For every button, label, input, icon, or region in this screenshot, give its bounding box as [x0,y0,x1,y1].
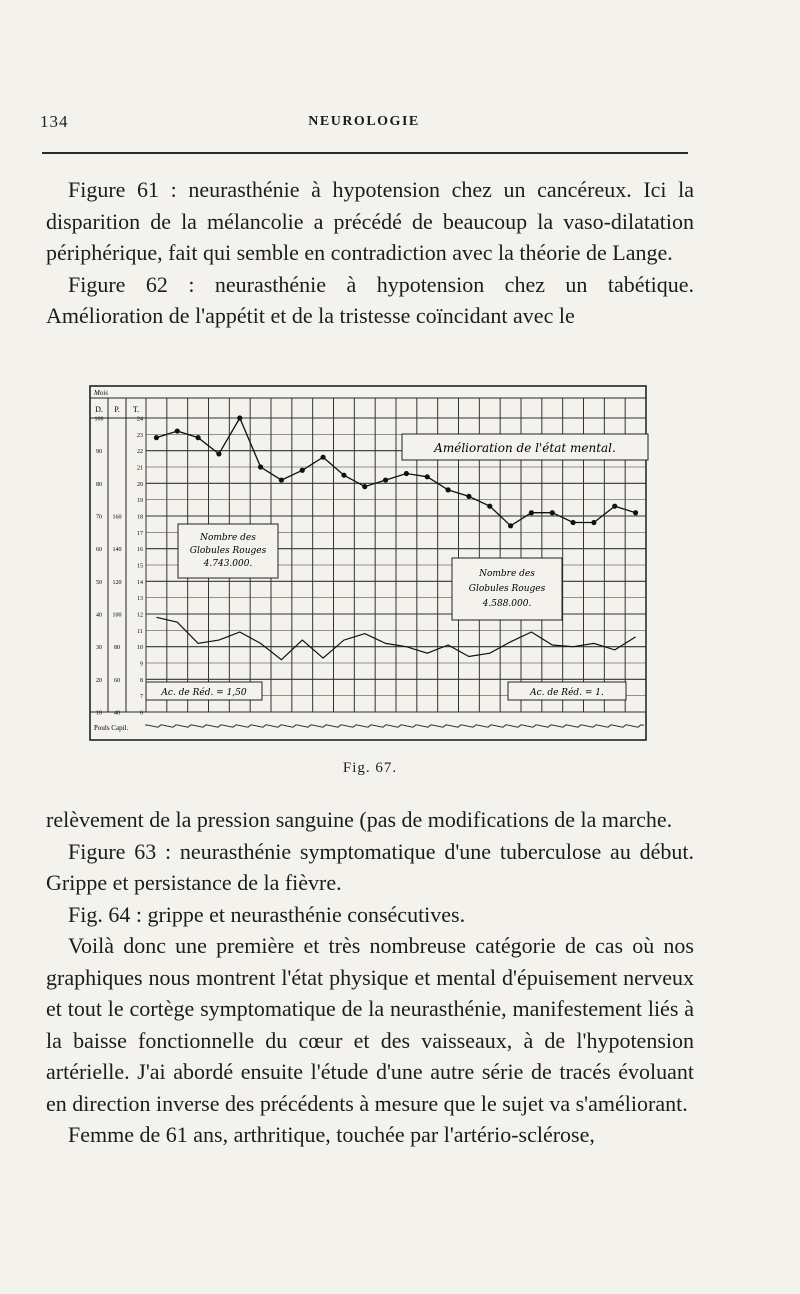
capillary-pulse-trace [146,725,644,727]
paragraph-fig64: Fig. 64 : grippe et neurasthénie consécutives. [68,901,466,927]
data-point [154,435,159,440]
data-point [383,477,388,482]
tick-label-d: 30 [96,645,102,652]
data-point [445,487,450,492]
column-header: D. [95,405,103,414]
tick-label-p: 140 [112,547,122,554]
running-title: NEUROLOGIE [308,114,420,129]
tick-label-p: 100 [112,612,122,619]
tick-label-d: 10 [96,710,102,717]
data-point [279,477,284,482]
tick-label-d: 60 [96,547,102,554]
tick-label-p: 40 [114,710,120,717]
tick-label-p: 80 [114,645,120,652]
annotation-amelioration: Amélioration de l'état mental. [434,441,616,455]
data-point [237,415,242,420]
data-point [195,435,200,440]
tick-label-t: 16 [137,547,143,554]
tick-label-t: 12 [137,612,143,619]
annotation-globules-right-line: Nombre des [479,569,535,579]
tick-label-t: 14 [137,579,143,586]
tick-label-t: 15 [137,563,143,570]
data-point [258,464,263,469]
data-point [216,451,221,456]
tick-label-t: 20 [137,481,143,488]
tick-label-p: 120 [112,579,122,586]
tick-label-p: 160 [112,514,122,521]
data-point [425,474,430,479]
tick-label-t: 23 [137,432,143,439]
figure-caption: Fig. 67. [342,760,398,776]
tick-label-d: 50 [96,579,102,586]
page-header [40,112,688,136]
annotation-globules-left-line: Nombre des [200,533,256,543]
tick-label-d: 80 [96,481,102,488]
data-point [487,504,492,509]
data-point [320,455,325,460]
annotation-acide-left: Ac. de Réd. = 1,50 [161,688,247,698]
tick-label-t: 13 [137,596,143,603]
data-point [300,468,305,473]
data-point [529,510,534,515]
data-point [466,494,471,499]
tick-label-t: 9 [140,661,143,668]
annotation-globules-right-line: Globules Rouges [468,584,546,594]
annotation-acide-right: Ac. de Réd. = 1. [530,688,604,698]
data-point [508,523,513,528]
tick-label-t: 10 [137,645,143,652]
paragraph-femme: Femme de 61 ans, arthritique, touchée par l'artério-sclérose, [68,1122,595,1147]
paragraph-fig61: Figure 61 : neurasthénie à hypotension chez un cancéreux. Ici la disparition de la mélancolie a précédé de beaucoup la vaso-dilatation périphérique, fait qui semble en contradiction avec la théorie de Lange. [46,177,694,265]
tick-label-d: 90 [96,449,102,456]
text-block-top [46,174,694,332]
data-point [612,504,617,509]
column-header: T. [132,405,140,414]
tick-label-t: 17 [137,530,143,537]
annotation-globules-left-line: 4.743.000. [203,559,253,569]
paragraph-fig62: Figure 62 : neurasthénie à hypotension chez un tabétique. Amélioration de l'appétit et de la tristesse coïncidant avec le [46,271,694,328]
temperature-chart [86,384,650,744]
footer-label: Pouls Capil. [94,724,129,732]
tick-label-t: 22 [137,449,143,456]
paragraph-fig63: Figure 63 : neurasthénie symptomatique d'une tuberculose au début. Grippe et persistance de la fièvre. [46,838,694,895]
tick-label-t: 21 [137,465,143,472]
tick-label-t: 24 [137,416,143,423]
figure-67 [86,384,650,744]
data-point [362,484,367,489]
text-block-bottom [46,804,694,1151]
column-header: P. [114,405,120,414]
tick-label-d: 100 [94,416,104,423]
tick-label-d: 20 [96,677,102,684]
tick-label-p: 60 [114,677,120,684]
page-number: 134 [40,112,69,131]
data-point [591,520,596,525]
tick-label-d: 40 [96,612,102,619]
header-rule [42,152,688,154]
annotation-globules-left-line: Globules Rouges [189,546,267,556]
data-point [550,510,555,515]
tick-label-d: 70 [96,514,102,521]
data-point [404,471,409,476]
tick-label-t: 7 [140,694,143,701]
data-point [570,520,575,525]
corner-label: Mois [94,389,108,397]
tick-label-t: 8 [140,677,143,684]
annotation-globules-right-line: 4.588.000. [482,599,532,609]
tick-label-t: 6 [140,710,143,717]
tick-label-t: 18 [137,514,143,521]
data-point [175,428,180,433]
tick-label-t: 11 [137,628,143,635]
data-point [633,510,638,515]
paragraph-continuation: relèvement de la pression sanguine (pas de modifications de la marche. [46,807,673,832]
tick-label-t: 19 [137,498,143,505]
paragraph-main: Voilà donc une première et très nombreuse catégorie de cas où nos graphiques nous montrent l'état physique et mental d'épuisement nerveux et tout le cortège symptomatique de la neurasthénie, manifestement liés à la baisse fonctionnelle du cœur et des vaisseaux, à de l'hypotension artérielle. J'ai abordé ensuite l'étude d'une autre série de tracés évoluant en direction inverse des précédents à mesure que le sujet va s'améliorant. [46,933,694,1116]
data-point [341,473,346,478]
